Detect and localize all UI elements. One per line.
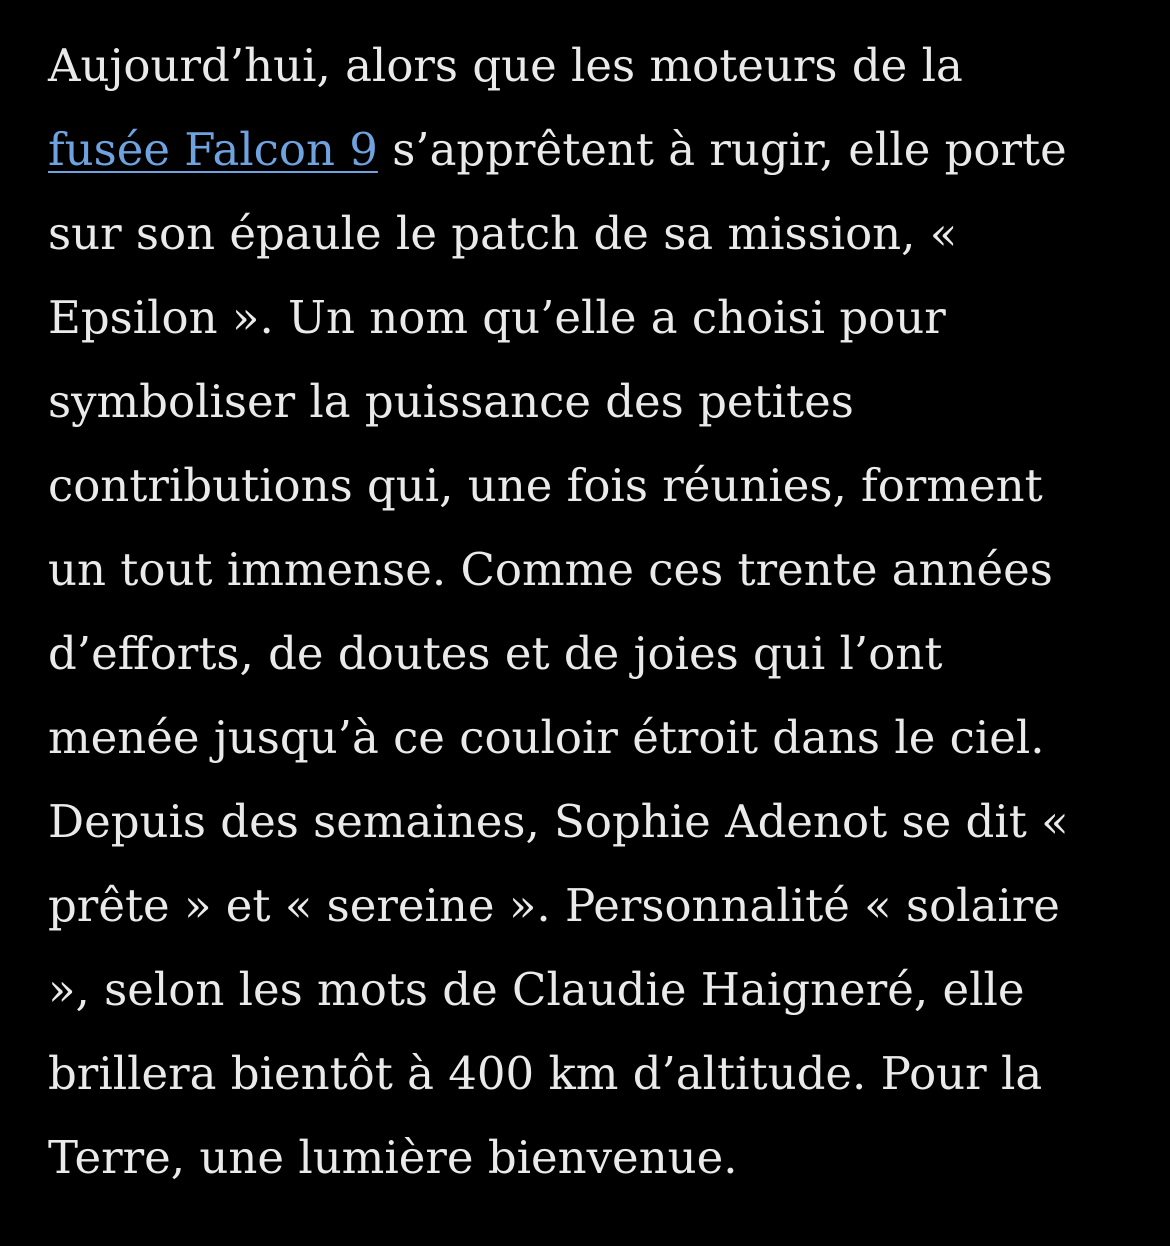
article-line: », selon les mots de Claudie Haigneré, elle bbox=[48, 963, 1025, 1016]
article-paragraph bbox=[48, 24, 1128, 1200]
article-line: sur son épaule le patch de sa mission, « bbox=[48, 207, 958, 260]
article-line: menée jusqu’à ce couloir étroit dans le ciel. bbox=[48, 711, 1045, 764]
article-line: symboliser la puissance des petites bbox=[48, 375, 854, 428]
article-line-text: s’apprêtent à rugir, elle porte bbox=[377, 123, 1067, 176]
article-line: prête » et « sereine ». Personnalité « solaire bbox=[48, 879, 1060, 932]
article-line: brillera bientôt à 400 km d’altitude. Pour la bbox=[48, 1047, 1043, 1100]
falcon-9-link[interactable]: fusée Falcon 9 bbox=[48, 123, 378, 176]
article-line: d’efforts, de doutes et de joies qui l’ont bbox=[48, 627, 943, 680]
article-line: Depuis des semaines, Sophie Adenot se dit « bbox=[48, 795, 1069, 848]
article-line: Terre, une lumière bienvenue. bbox=[48, 1131, 738, 1184]
article-line: contributions qui, une fois réunies, forment bbox=[48, 459, 1043, 512]
article-line-with-link bbox=[48, 108, 1128, 192]
article-line: un tout immense. Comme ces trente années bbox=[48, 543, 1053, 596]
article-line: Epsilon ». Un nom qu’elle a choisi pour bbox=[48, 291, 946, 344]
article-line: Aujourd’hui, alors que les moteurs de la bbox=[48, 39, 963, 92]
